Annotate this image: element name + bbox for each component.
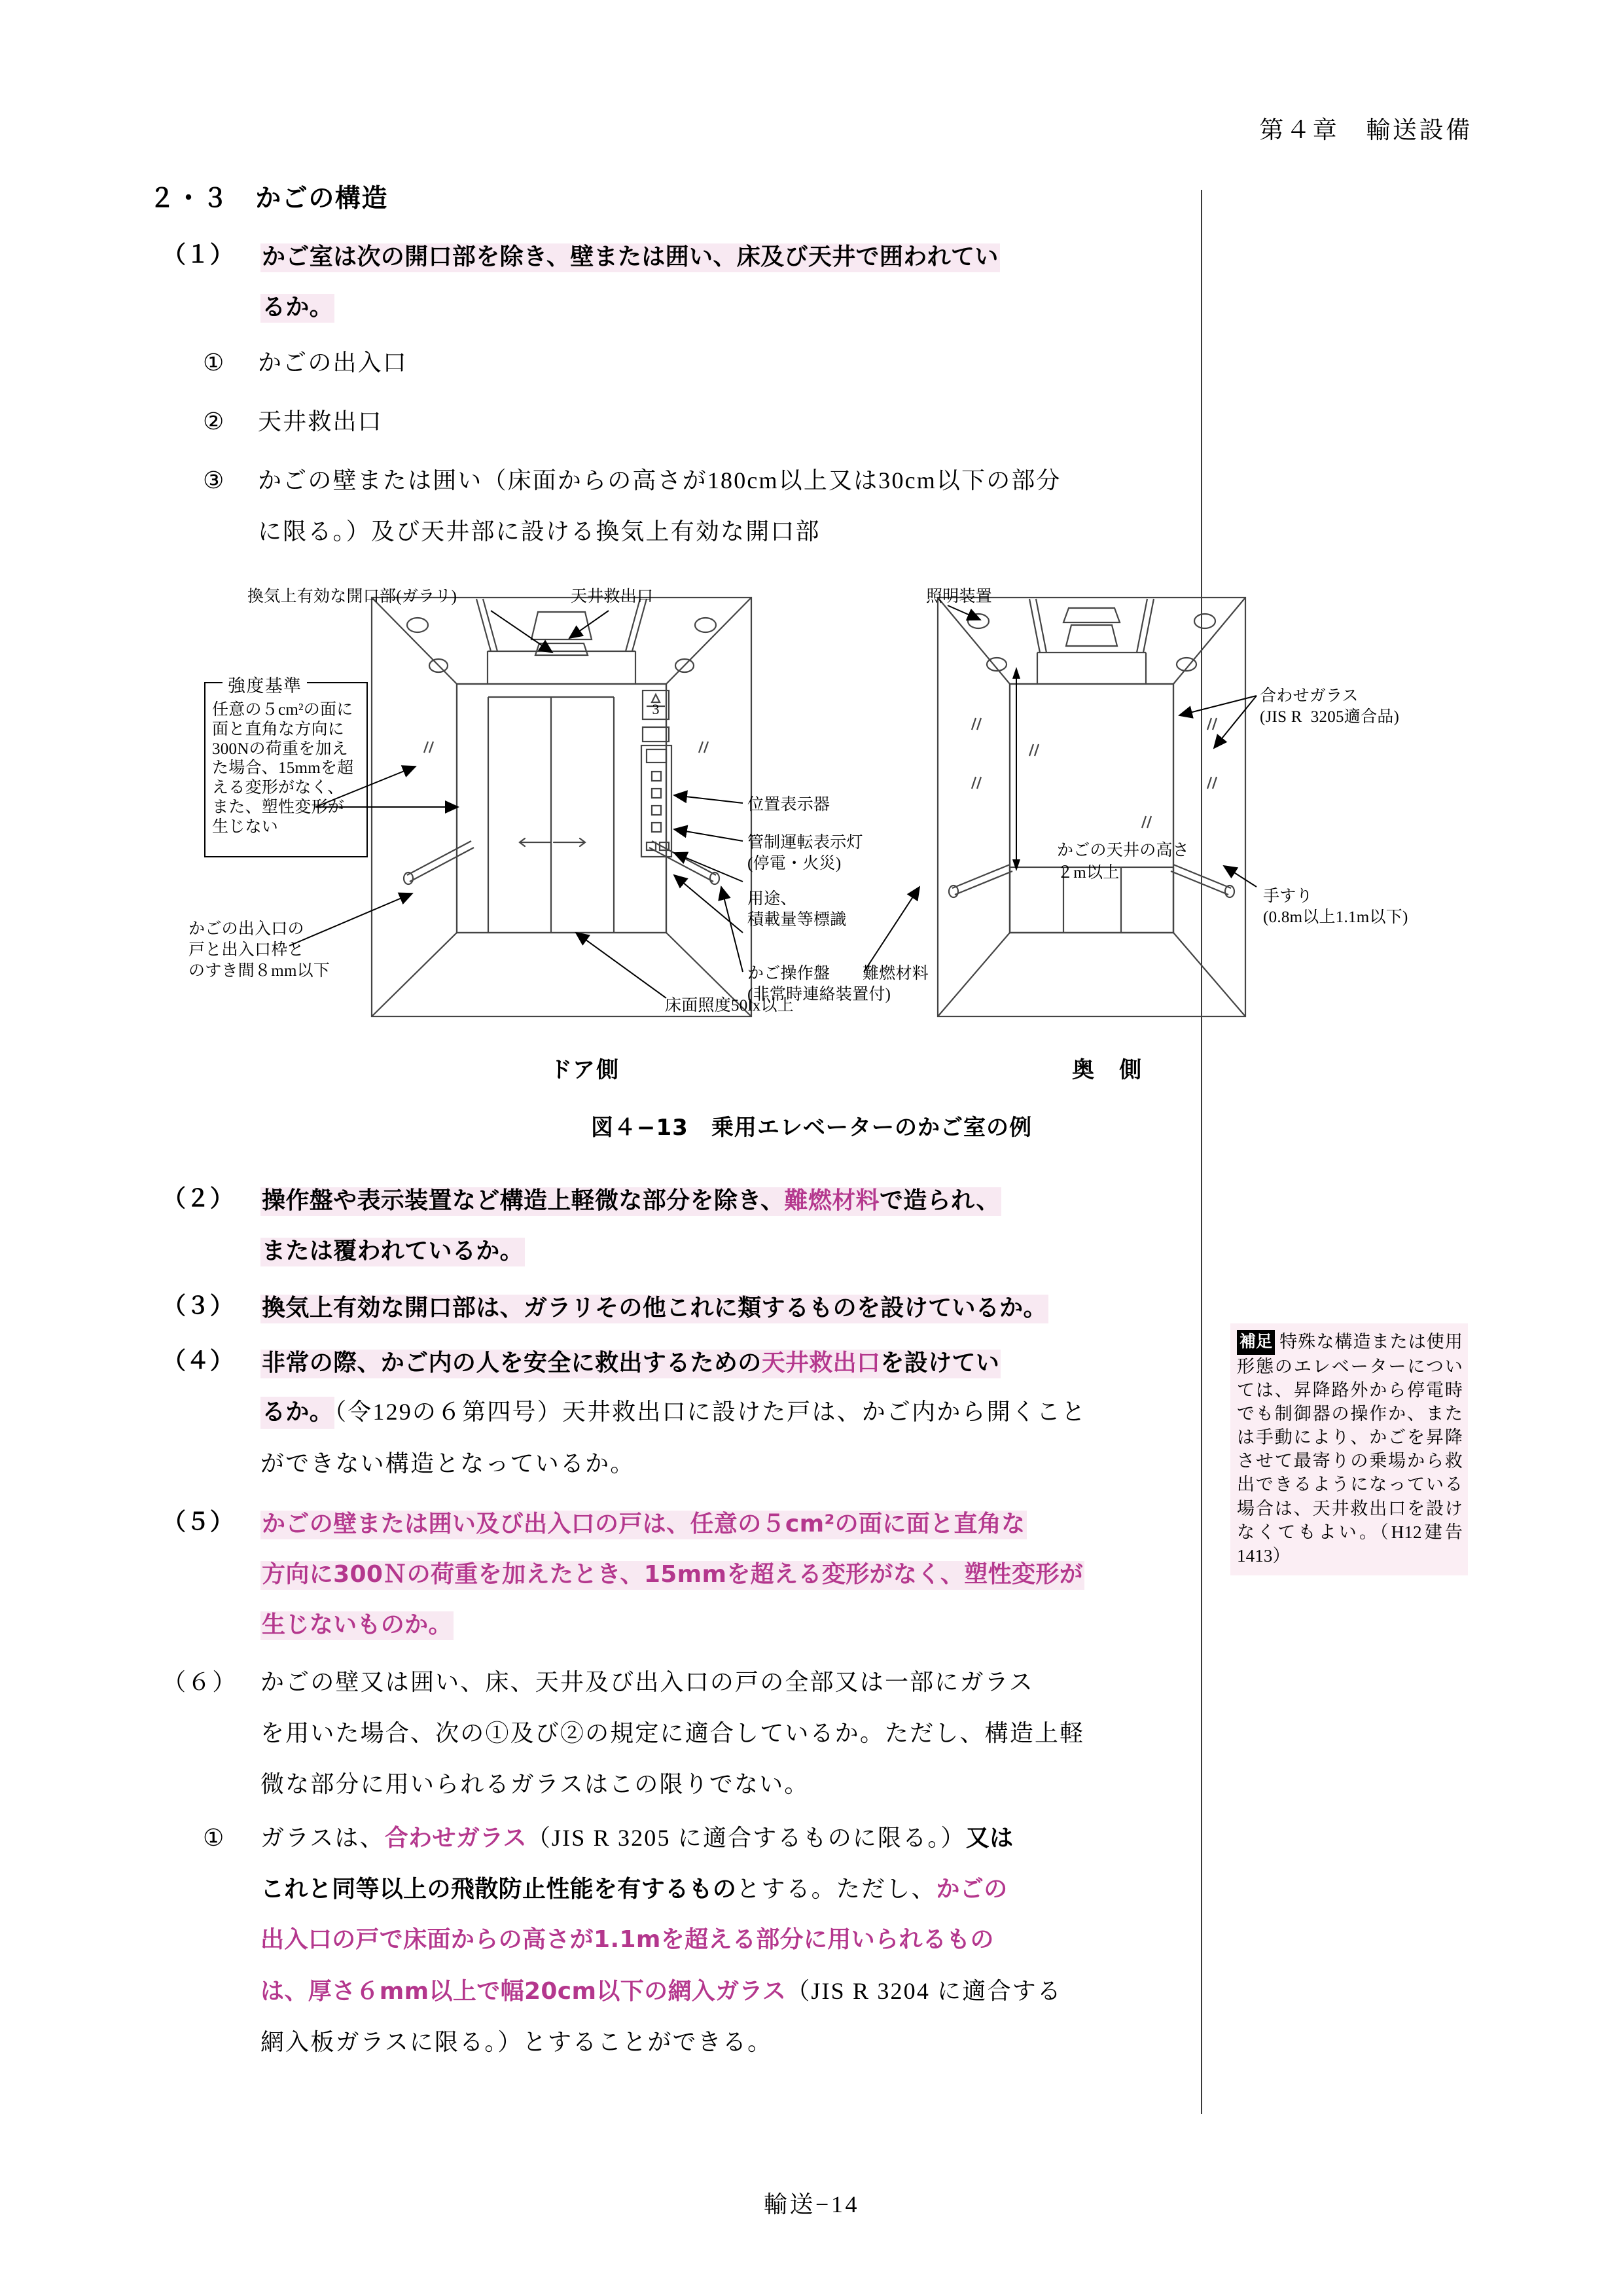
- item-number: ①: [203, 1825, 226, 1851]
- label-position-indicator: 位置表示器: [747, 796, 830, 814]
- page-header-chapter: 第４章 輸送設備: [1259, 117, 1472, 144]
- item-text: 非常の際、かご内の人を安全に救出するための天井救出口を設けてい: [260, 1350, 1001, 1378]
- item-text: かごの出入口: [258, 350, 408, 376]
- label-vent-opening: 換気上有効な開口部(ガラリ): [247, 588, 457, 605]
- item-number: （５）: [162, 1509, 234, 1535]
- note-text: 特殊な構造または使用形態のエレベーターについては、昇降路外から停電時でも制御器の操作か、または手動により、かごを昇降させて最寄りの乗場から救出できるようになっている場合は、天井救出口を設けなくてもよい。（H12建告1413）: [1237, 1332, 1463, 1566]
- item-text: るか。（令129の６第四号）天井救出口に設けた戸は、かご内から開くこと: [260, 1400, 1086, 1424]
- item-text: かごの壁または囲い及び出入口の戸は、任意の５cm²の面に面と直角な: [260, 1511, 1027, 1539]
- item-number: （１）: [162, 242, 234, 268]
- item-text: または覆われているか。: [260, 1238, 525, 1266]
- item-text: 網入板ガラスに限る。）とすることができる。: [260, 2029, 773, 2055]
- label-lighting: 照明装置: [926, 588, 993, 605]
- strength-criteria-box: [204, 682, 368, 857]
- label-flame-retardant: 難燃材料: [863, 965, 929, 982]
- item-text: かごの壁又は囲い、床、天井及び出入口の戸の全部又は一部にガラス: [260, 1669, 1034, 1695]
- item-number: （４）: [162, 1348, 234, 1374]
- item-text: 方向に300Ｎの荷重を加えたとき、15mmを超える変形がなく、塑性変形が: [260, 1561, 1084, 1590]
- item-text: を用いた場合、次の①及び②の規定に適合しているか。ただし、構造上軽: [260, 1720, 1085, 1746]
- label-handrail-sub: (0.8m以上1.1m以下): [1263, 908, 1408, 926]
- label-control-lamp-sub: (停電・火災): [747, 855, 842, 872]
- item-number: ①: [203, 350, 226, 376]
- caption-rear-side: 奥 側: [1072, 1057, 1143, 1083]
- item-text: 操作盤や表示装置など構造上軽微な部分を除き、難燃材料で造られ、: [260, 1187, 1001, 1216]
- item-text: かご室は次の開口部を除き、壁または囲い、床及び天井で囲われてい: [260, 243, 1000, 272]
- label-ceiling-height: かごの天井の高さ: [1057, 842, 1190, 859]
- strength-line: た場合、15mmを超: [212, 759, 354, 778]
- item-number: ②: [203, 408, 226, 435]
- figure-elevator-car: [151, 579, 1466, 1122]
- strength-line: える変形がなく、: [212, 779, 344, 797]
- right-margin-rule: [1201, 190, 1202, 2114]
- label-ceiling-height-sub: ２m以上: [1057, 864, 1120, 882]
- caption-door-side: ドア側: [550, 1057, 620, 1083]
- strength-line: 面と直角な方向に: [212, 720, 345, 738]
- label-usage-sign: 用途、: [747, 890, 797, 908]
- label-car-panel-sub: (非常時連絡装置付): [747, 986, 891, 1003]
- figure-caption: 図４−13 乗用エレベーターのかご室の例: [590, 1115, 1033, 1141]
- strength-line: 任意の５cm²の面に: [212, 701, 353, 719]
- item-text: るか。: [260, 294, 334, 323]
- item-text: ができない構造となっているか。: [260, 1450, 635, 1477]
- item-text: これと同等以上の飛散防止性能を有するものとする。ただし、かごの: [260, 1876, 1008, 1903]
- note-badge: 補足: [1237, 1330, 1275, 1355]
- item-number: ③: [203, 467, 226, 493]
- supplementary-note: [1230, 1323, 1468, 1575]
- label-handrail: 手すり: [1263, 888, 1313, 905]
- page-footer: 輸送−14: [763, 2191, 860, 2217]
- item-text: は、厚さ６mm以上で幅20cm以下の網入ガラス（JIS R 3204 に適合する: [260, 1978, 1062, 2005]
- label-laminated-glass-sub: (JIS R 3205適合品): [1260, 708, 1400, 726]
- item-text: 出入口の戸で床面からの高さが1.1mを超える部分に用いられるもの: [260, 1926, 994, 1953]
- item-number: （３）: [162, 1293, 234, 1319]
- label-floor-illuminance: 床面照度50lx以上: [665, 997, 794, 1014]
- strength-criteria-title: 強度基準: [223, 672, 307, 697]
- label-door-gap-3: のすき間８mm以下: [188, 962, 330, 980]
- label-car-panel: かご操作盤: [747, 965, 830, 982]
- section-heading: ２・３ かごの構造: [149, 184, 389, 213]
- item-text: 微な部分に用いられるガラスはこの限りでない。: [260, 1771, 810, 1797]
- item-text: 天井救出口: [258, 408, 383, 435]
- strength-line: 生じない: [212, 817, 279, 836]
- strength-line: また、塑性変形が: [212, 798, 345, 816]
- strength-line: 300Nの荷重を加え: [212, 740, 349, 758]
- item-text: かごの壁または囲い（床面からの高さが180cm以上又は30cm以下の部分: [258, 467, 1061, 493]
- label-usage-sign-sub: 積載量等標識: [747, 911, 847, 929]
- item-text: 換気上有効な開口部は、ガラリその他これに類するものを設けているか。: [260, 1295, 1048, 1323]
- label-door-gap-1: かごの出入口の: [188, 920, 304, 938]
- floor-indicator-value: 3: [652, 701, 660, 717]
- label-laminated-glass: 合わせガラス: [1260, 687, 1359, 705]
- label-control-lamp: 管制運転表示灯: [747, 834, 863, 852]
- item-number: （６）: [162, 1669, 238, 1695]
- item-text: 生じないものか。: [260, 1611, 454, 1640]
- item-number: （２）: [162, 1185, 234, 1212]
- item-text: ガラスは、合わせガラス（JIS R 3205 に適合するものに限る。）又は: [260, 1825, 1014, 1852]
- item-text: に限る。）及び天井部に設ける換気上有効な開口部: [258, 518, 821, 545]
- label-ceiling-exit: 天井救出口: [571, 588, 654, 605]
- label-door-gap-2: 戸と出入口枠と: [188, 941, 304, 959]
